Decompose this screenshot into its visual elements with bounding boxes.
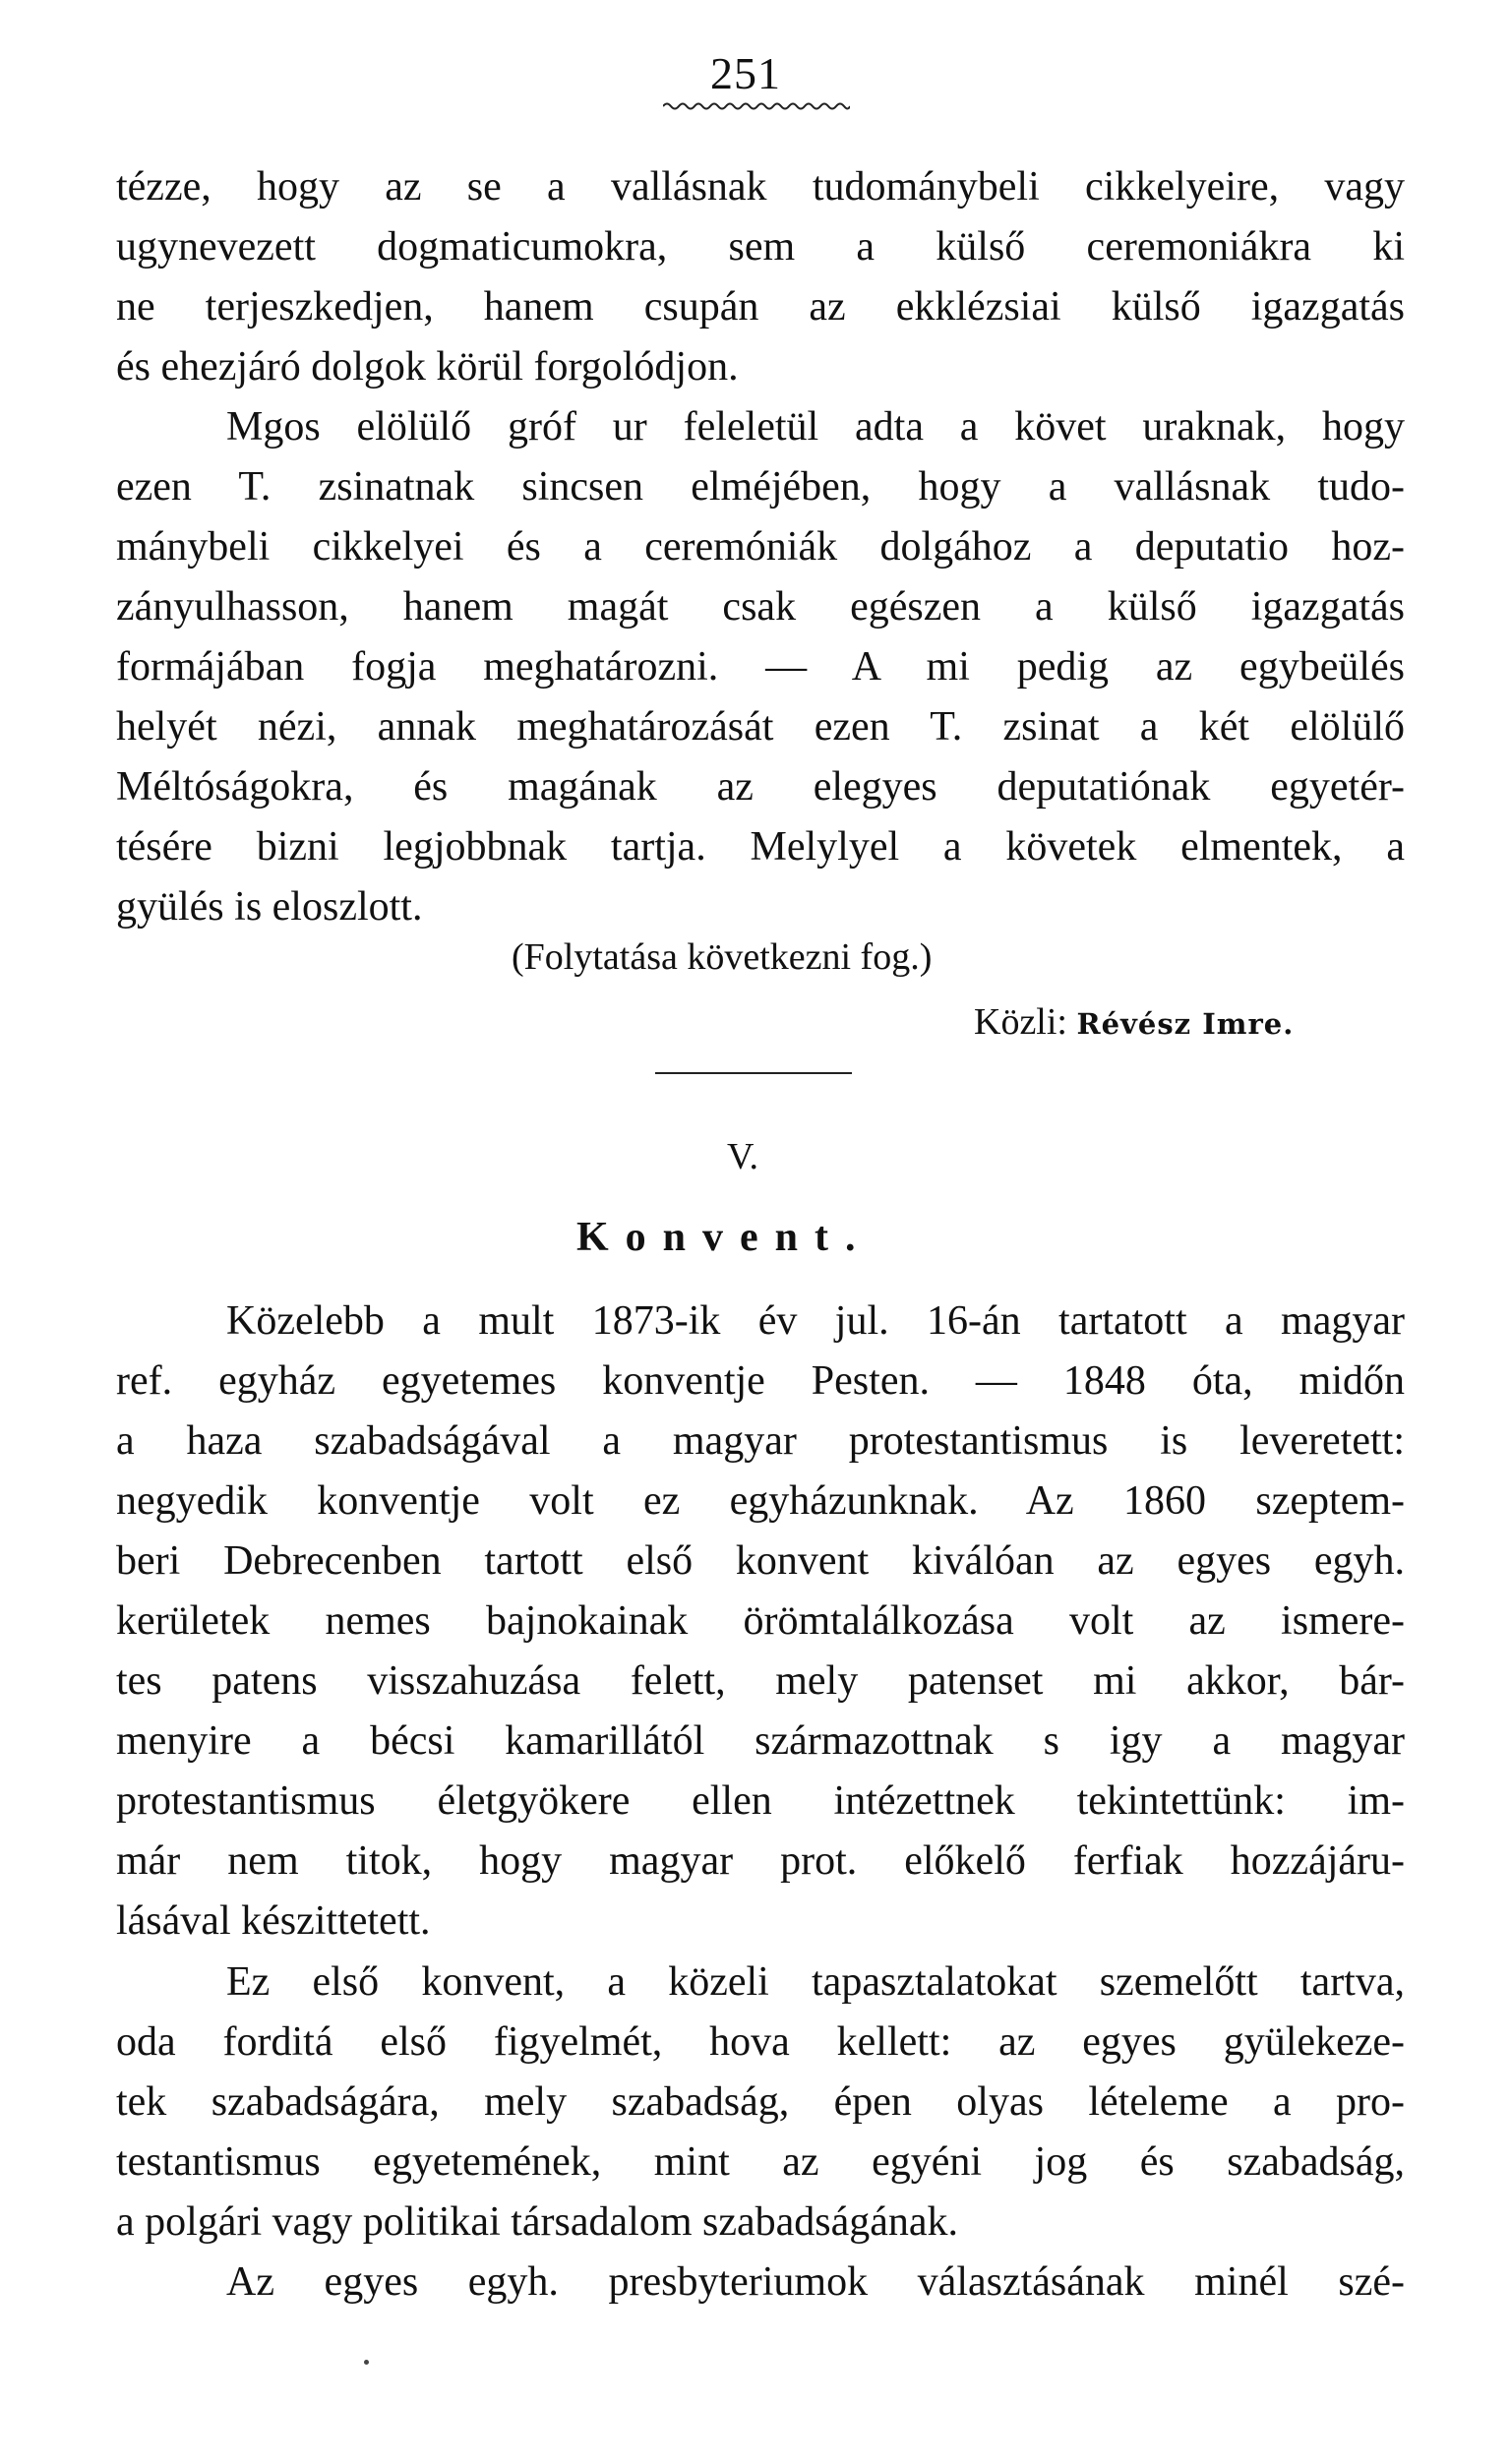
paragraph-line: és ehezjáró dolgok körül forgolódjon.	[116, 344, 739, 390]
paragraph-line: protestantismus életgyökere ellen intézettnek tekintettünk: im-	[116, 1778, 1405, 1824]
continuation-note: (Folytatása következni fog.)	[512, 936, 933, 978]
paragraph-line: már nem titok, hogy magyar prot. előkelő ferfiak hozzájáru-	[116, 1838, 1405, 1884]
page-number-ornament	[663, 100, 850, 112]
paragraph-line: tésére bizni legjobbnak tartja. Melylyel a követek elmentek, a	[116, 824, 1405, 870]
section-divider	[655, 1072, 852, 1074]
section-title: Konvent.	[576, 1215, 873, 1260]
paragraph-line: beri Debrecenben tartott első konvent kiválóan az egyes egyh.	[116, 1538, 1405, 1584]
paragraph-line: Közelebb a mult 1873-ik év jul. 16-án tartatott a magyar	[226, 1298, 1405, 1344]
paragraph-line: tek szabadságára, mely szabadság, épen olyas lételeme a pro-	[116, 2079, 1405, 2125]
paragraph-line: helyét nézi, annak meghatározását ezen T. zsinat a két elölülő	[116, 704, 1405, 750]
signature	[974, 1003, 1294, 1041]
paragraph-line: tes patens visszahuzása felett, mely patenset mi akkor, bár-	[116, 1658, 1405, 1704]
paragraph-line: lásával készittetett.	[116, 1898, 431, 1944]
signature-name: Révész Imre.	[1076, 1007, 1295, 1041]
paragraph-5	[116, 2253, 1405, 2313]
paragraph-line: a haza szabadságával a magyar protestantismus is leveretett:	[116, 1418, 1405, 1464]
paragraph-line: menyire a bécsi kamarillától származottnak s igy a magyar	[116, 1718, 1405, 1764]
paragraph-line: ne terjeszkedjen, hanem csupán az ekklézsiai külső igazgatás	[116, 284, 1405, 330]
paragraph-line: negyedik konventje volt ez egyházunknak. Az 1860 szeptem-	[116, 1478, 1405, 1524]
paragraph-line: tézze, hogy az se a vallásnak tudománybeli cikkelyeire, vagy	[116, 164, 1405, 210]
paragraph-line: Mgos elölülő gróf ur feleletül adta a követ uraknak, hogy	[226, 404, 1405, 450]
paragraph-line: zányulhasson, hanem magát csak egészen a külső igazgatás	[116, 584, 1405, 630]
page-number: 251	[710, 48, 781, 98]
paragraph-4	[116, 1953, 1405, 2253]
paragraph-line: formájában fogja meghatározni. — A mi pedig az egybeülés	[116, 644, 1405, 690]
section-numeral: V.	[727, 1136, 759, 1177]
paragraph-3	[116, 1292, 1405, 1952]
paragraph-line: testantismus egyetemének, mint az egyéni jog és szabadság,	[116, 2139, 1405, 2185]
paragraph-line: Az egyes egyh. presbyteriumok választásának minél szé-	[226, 2259, 1405, 2305]
paragraph-2	[116, 397, 1405, 937]
ink-speck	[364, 2360, 369, 2365]
paragraph-line: a polgári vagy politikai társadalom szabadságának.	[116, 2199, 959, 2245]
paragraph-line: gyülés is eloszlott.	[116, 884, 423, 930]
paragraph-line: mánybeli cikkelyei és a ceremóniák dolgához a deputatio hoz-	[116, 524, 1405, 570]
paragraph-line: ugynevezett dogmaticumokra, sem a külső ceremoniákra ki	[116, 224, 1405, 270]
paragraph-line: Méltóságokra, és magának az elegyes deputatiónak egyetér-	[116, 764, 1405, 810]
paragraph-line: kerületek nemes bajnokainak örömtalálkozása volt az ismere-	[116, 1598, 1405, 1644]
paragraph-line: oda forditá első figyelmét, hova kellett: az egyes gyülekeze-	[116, 2019, 1405, 2065]
paragraph-line: ezen T. zsinatnak sincsen elméjében, hogy a vallásnak tudo-	[116, 464, 1405, 510]
paragraph-1	[116, 157, 1405, 397]
signature-label: Közli:	[974, 1001, 1067, 1043]
paragraph-line: Ez első konvent, a közeli tapasztalatokat szemelőtt tartva,	[226, 1959, 1405, 2005]
paragraph-line: ref. egyház egyetemes konventje Pesten. — 1848 óta, midőn	[116, 1358, 1405, 1404]
